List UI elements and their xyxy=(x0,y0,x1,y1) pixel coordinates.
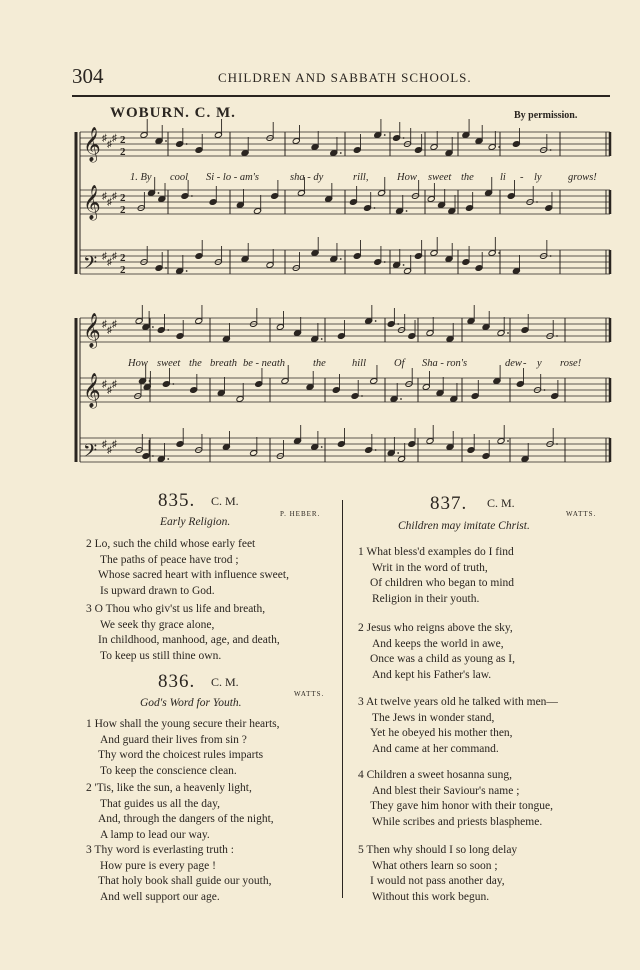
svg-text:♯: ♯ xyxy=(102,191,107,202)
hymn-835-subtitle: Early Religion. xyxy=(160,516,231,528)
verse-line: 2 'Tis, like the sun, a heavenly light, xyxy=(86,782,252,794)
hymn-837-number: 837. xyxy=(430,493,468,514)
lyric-syllable: the xyxy=(461,172,474,183)
svg-text:𝄢: 𝄢 xyxy=(83,253,98,278)
svg-text:♯: ♯ xyxy=(102,379,107,390)
verse-line: We seek thy grace alone, xyxy=(100,618,215,631)
svg-text:♯: ♯ xyxy=(102,319,107,330)
verse-line: Of children who began to mind xyxy=(370,577,515,589)
lyric-syllable: sweet xyxy=(428,172,452,183)
verse-line: Religion in their youth. xyxy=(372,592,480,605)
svg-text:𝄞: 𝄞 xyxy=(83,185,101,220)
verse-line: While scribes and priests blaspheme. xyxy=(372,815,543,828)
hymn-837-meter: C. M. xyxy=(487,496,515,510)
verse-line: The paths of peace have trod ; xyxy=(100,553,239,566)
svg-text:♯: ♯ xyxy=(112,439,117,450)
hymn-836-meter: C. M. xyxy=(211,675,239,689)
verse-line: And, through the dangers of the night, xyxy=(98,813,274,825)
svg-text:♯: ♯ xyxy=(112,191,117,202)
lyric-syllable: Of xyxy=(394,358,405,369)
hymn-837-author: WATTS. xyxy=(566,510,597,518)
hymn-836-number: 836. xyxy=(158,671,196,692)
lyric-syllable: rose! xyxy=(560,358,582,369)
verse-line: 1 What bless'd examples do I find xyxy=(358,546,514,558)
column-divider xyxy=(342,500,343,898)
verse-line: 5 Then why should I so long delay xyxy=(358,844,518,856)
svg-text:2: 2 xyxy=(120,146,126,158)
lyric-syllable: - xyxy=(523,358,527,369)
lyric-syllable: sha - dy xyxy=(290,172,324,183)
verse-line: 3 O Thou who giv'st us life and breath, xyxy=(86,603,266,615)
verse-line: 4 Children a sweet hosanna sung, xyxy=(358,769,512,781)
hymn-835-author: P. HEBER. xyxy=(280,510,321,518)
verse-line: That holy book shall guide our youth, xyxy=(98,875,272,887)
verse-line: They gave him honor with their tongue, xyxy=(370,800,554,812)
verse-line: Yet he obeyed his mother then, xyxy=(370,727,513,739)
lyric-syllable: sweet xyxy=(157,358,181,369)
svg-text:♯: ♯ xyxy=(107,197,112,208)
verse-line: I would not pass another day, xyxy=(370,875,505,887)
svg-text:𝄢: 𝄢 xyxy=(83,441,98,466)
verse-line: 1 How shall the young secure their hearts, xyxy=(86,718,280,730)
svg-text:𝄞: 𝄞 xyxy=(83,313,101,348)
svg-text:♯: ♯ xyxy=(107,139,112,150)
hymn-837-stanza-4 xyxy=(358,768,553,830)
svg-text:♯: ♯ xyxy=(112,133,117,144)
lyric-syllable: y xyxy=(537,358,542,369)
running-title: CHILDREN AND SABBATH SCHOOLS. xyxy=(218,70,472,85)
verse-line: 3 Thy word is everlasting truth : xyxy=(86,844,234,856)
verse-line: To keep us still thine own. xyxy=(100,649,222,662)
verse-line: In childhood, manhood, age, and death, xyxy=(98,634,280,646)
verse-line: A lamp to lead our way. xyxy=(100,828,210,841)
lyric-syllable: the xyxy=(313,358,326,369)
hymn-837-subtitle: Children may imitate Christ. xyxy=(398,520,530,532)
svg-text:♯: ♯ xyxy=(112,319,117,330)
verse-line: That guides us all the day, xyxy=(100,797,220,810)
lyric-syllable: cool xyxy=(170,172,189,183)
hymn-836-stanza-2 xyxy=(86,781,274,843)
verse-line: To keep the conscience clean. xyxy=(100,764,237,777)
hymn-835-stanza-3 xyxy=(86,602,280,664)
verse-line: And well support our age. xyxy=(100,890,220,903)
hymn-835-meter: C. M. xyxy=(211,494,239,508)
lyric-syllable: breath xyxy=(210,358,238,369)
svg-text:𝄞: 𝄞 xyxy=(83,373,101,408)
svg-text:2: 2 xyxy=(120,252,126,264)
svg-text:♯: ♯ xyxy=(107,385,112,396)
verse-line: The Jews in wonder stand, xyxy=(372,711,495,724)
hymn-836-stanza-3 xyxy=(86,843,271,905)
verse-line: And kept his Father's law. xyxy=(372,668,492,681)
svg-text:♯: ♯ xyxy=(107,445,112,456)
svg-text:2: 2 xyxy=(120,192,126,204)
verse-line: Is upward drawn to God. xyxy=(100,584,215,597)
lyric-syllable: be - neath xyxy=(243,358,285,369)
verse-line: Writ in the word of truth, xyxy=(372,561,488,574)
verse-line: How pure is every page ! xyxy=(100,859,216,872)
verse-line: What others learn so soon ; xyxy=(372,859,498,872)
page-number: 304 xyxy=(72,64,104,88)
verse-line: Whose sacred heart with influence sweet, xyxy=(98,569,289,581)
svg-text:♯: ♯ xyxy=(102,439,107,450)
hymn-835-stanza-2 xyxy=(86,537,289,599)
svg-text:♯: ♯ xyxy=(102,133,107,144)
verse-line: Thy word the choicest rules imparts xyxy=(98,749,264,761)
lyric-syllable: the xyxy=(189,358,202,369)
svg-text:2: 2 xyxy=(120,264,126,276)
lyric-syllable: Si - lo - am's xyxy=(206,172,259,183)
verse-line: And came at her command. xyxy=(372,742,499,755)
permission-note: By permission. xyxy=(514,110,578,121)
hymn-837-stanza-3 xyxy=(358,695,558,757)
hymn-837-stanza-2 xyxy=(358,621,515,683)
svg-text:𝄞: 𝄞 xyxy=(83,127,101,162)
verse-line: 2 Jesus who reigns above the sky, xyxy=(358,622,513,634)
lyric-syllable: - xyxy=(520,172,524,183)
verse-line: 2 Lo, such the child whose early feet xyxy=(86,538,256,550)
lyric-syllable: Sha - ron's xyxy=(422,358,468,369)
hymn-836-stanza-1 xyxy=(86,717,280,779)
svg-text:2: 2 xyxy=(120,134,126,146)
svg-text:♯: ♯ xyxy=(112,251,117,262)
hymn-836-subtitle: God's Word for Youth. xyxy=(140,697,242,709)
lyric-syllable: li xyxy=(500,172,506,183)
lyric-syllable: rill, xyxy=(353,172,369,183)
lyric-syllable: dew xyxy=(505,358,522,369)
verse-line: 3 At twelve years old he talked with men— xyxy=(358,696,558,708)
svg-text:♯: ♯ xyxy=(107,325,112,336)
lyric-syllable: grows! xyxy=(568,172,597,183)
music-score xyxy=(0,0,640,480)
svg-text:2: 2 xyxy=(120,204,126,216)
verse-line: Without this work begun. xyxy=(372,890,490,903)
lyric-syllable: How xyxy=(128,358,148,369)
svg-text:♯: ♯ xyxy=(112,379,117,390)
tune-name: WOBURN. C. M. xyxy=(110,105,236,121)
verse-line: And blest their Saviour's name ; xyxy=(372,784,520,797)
lyric-syllable: 1. By xyxy=(130,172,152,183)
verse-line: And keeps the world in awe, xyxy=(372,637,504,650)
hymn-837-stanza-1 xyxy=(358,545,514,607)
verse-line: Once was a child as young as I, xyxy=(370,653,515,665)
svg-text:♯: ♯ xyxy=(102,251,107,262)
verse-line: And guard their lives from sin ? xyxy=(100,733,247,746)
hymn-837-stanza-5 xyxy=(358,843,517,905)
hymn-835-number: 835. xyxy=(158,490,196,511)
svg-text:♯: ♯ xyxy=(107,257,112,268)
hymn-836-author: WATTS. xyxy=(294,690,325,698)
lyric-syllable: hill xyxy=(352,358,367,369)
lyric-syllable: How xyxy=(397,172,417,183)
lyric-syllable: ly xyxy=(534,172,542,183)
